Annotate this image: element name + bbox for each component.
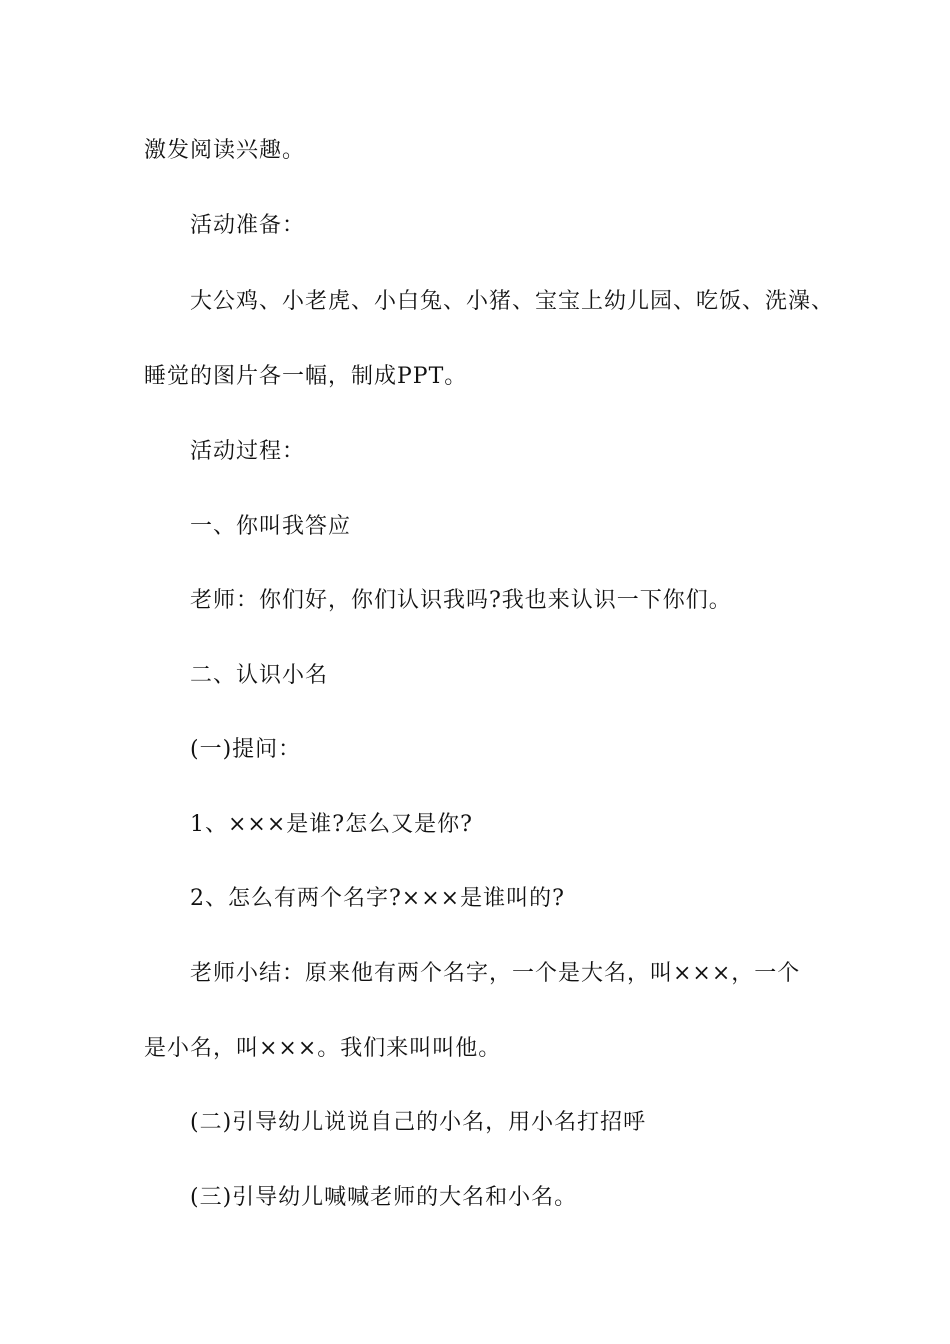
paragraph-text: 是小名，叫×××。我们来叫叫他。	[144, 1036, 502, 1061]
list-heading: (一)提问：	[190, 737, 302, 762]
paragraph-text: 老师小结：原来他有两个名字，一个是大名，叫×××，一个	[190, 961, 801, 986]
list-item: 2、怎么有两个名字?×××是谁叫的?	[190, 886, 565, 911]
list-item: 1、×××是谁?怎么又是你?	[190, 812, 473, 837]
paragraph-text: 大公鸡、小老虎、小白兔、小猪、宝宝上幼儿园、吃饭、洗澡、	[190, 289, 835, 314]
list-item: (三)引导幼儿喊喊老师的大名和小名。	[190, 1185, 578, 1210]
subsection-heading: 一、你叫我答应	[190, 514, 352, 539]
paragraph-text: 激发阅读兴趣。	[144, 138, 306, 163]
paragraph-text: 老师：你们好，你们认识我吗?我也来认识一下你们。	[190, 588, 732, 613]
list-item: (二)引导幼儿说说自己的小名，用小名打招呼	[190, 1110, 647, 1135]
subsection-heading: 二、认识小名	[190, 663, 329, 688]
section-heading: 活动准备：	[190, 213, 306, 238]
paragraph-text: 睡觉的图片各一幅，制成PPT。	[144, 364, 468, 389]
section-heading: 活动过程：	[190, 439, 306, 464]
